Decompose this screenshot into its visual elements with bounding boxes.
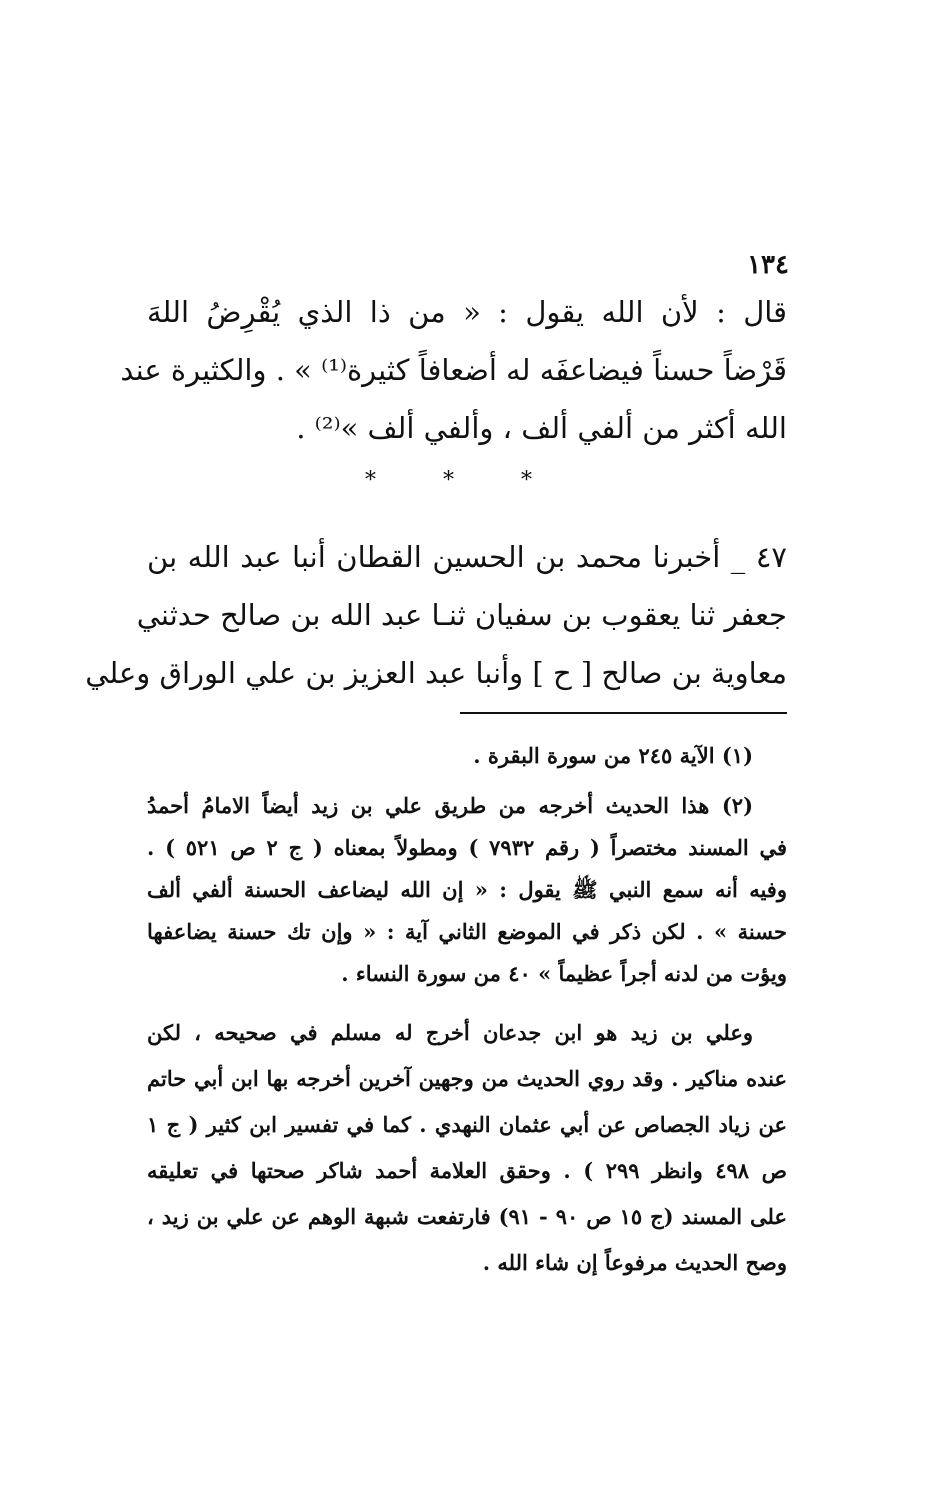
footnote-line: في المسند مختصراً ( رقم ٧٩٣٢ ) ومطولاً بمعناه ( ج ٢ ص ٥٢١ ) . (147, 835, 787, 860)
footnote-divider (460, 712, 787, 714)
footnote-1 (147, 735, 787, 777)
footnote-continuation (147, 1010, 787, 1286)
text-line: قال : لأن الله يقول : « من ذا الذي يُقْرِضُ اللهَ (147, 295, 787, 329)
footnote-line: عن زياد الجصاص عن أبي عثمان النهدي . كما في تفسير ابن كثير ( ج ١ (147, 1112, 787, 1137)
footnote-line: وعلي بن زيد هو ابن جدعان أخرج له مسلم في صحيحه ، لكن (147, 1020, 753, 1045)
text-line: معاوية بن صالح [ ح ] وأنبا عبد العزيز بن علي الوراق وعلي (85, 656, 787, 690)
text-line: جعفر ثنا يعقوب بن سفيان ثنـا عبد الله بن صالح حدثني (136, 598, 787, 632)
footnote-line: ص ٤٩٨ وانظر ٢٩٩ ) . وحقق العلامة أحمد شاكر صحتها في تعليقه (147, 1158, 787, 1183)
text-line: قَرْضاً حسناً فيضاعفَه له أضعافاً كثيرة⁽¹⁾ » . والكثيرة عند (120, 353, 787, 387)
footnote-2 (147, 785, 787, 995)
page-number: ١٣٤ (747, 250, 789, 280)
footnote-line: وصح الحديث مرفوعاً إن شاء الله . (482, 1250, 787, 1275)
footnote-line: على المسند (ج ١٥ ص ٩٠ - ٩١) فارتفعت شبهة الوهم عن علي بن زيد ، (147, 1204, 787, 1229)
footnote-line: وفيه أنه سمع النبي ﷺ يقول : « إن الله ليضاعف الحسنة ألفي ألف (147, 877, 787, 902)
text-line: الله أكثر من ألفي ألف ، وألفي ألف »⁽²⁾ . (296, 411, 787, 445)
text-line: ٤٧ _ أخبرنا محمد بن الحسين القطان أنبا عبد الله بن (147, 540, 787, 574)
footnote-line: عنده مناكير . وقد روي الحديث من وجهين آخرين أخرجه بها ابن أبي حاتم (147, 1066, 787, 1091)
footnote-line: ويؤت من لدنه أجراً عظيماً » ٤٠ من سورة النساء . (341, 961, 787, 986)
section-separator: * * * (365, 468, 562, 493)
footnote-line: (١) الآية ٢٤٥ من سورة البقرة . (473, 743, 753, 768)
footnote-line: حسنة » . لكن ذكر في الموضع الثاني آية : « وإن تك حسنة يضاعفها (147, 919, 787, 944)
main-paragraph-1 (120, 283, 787, 457)
main-paragraph-2 (85, 528, 787, 702)
footnote-line: (٢) هذا الحديث أخرجه من طريق علي بن زيد أيضاً الامامُ أحمدُ (147, 793, 753, 818)
